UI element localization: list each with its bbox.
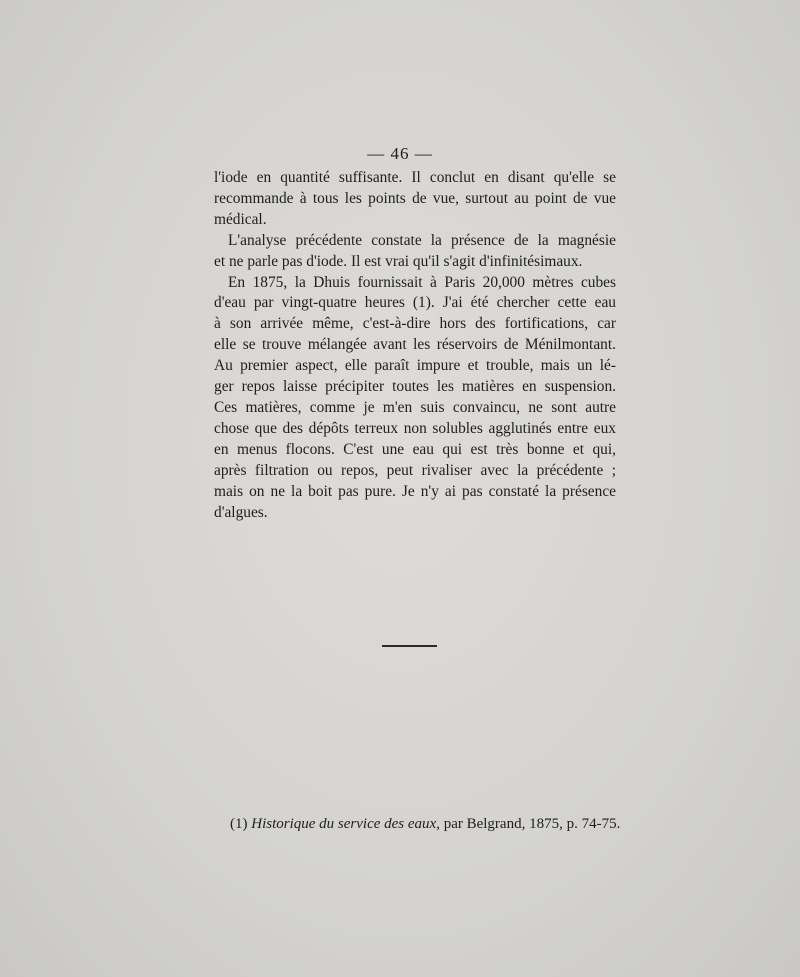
footnote-citation: par Belgrand, 1875, p. 74-75.	[443, 816, 621, 832]
text-line: elle se trouve mélangée avant les réservoirs de Ménilmontant.	[214, 336, 616, 354]
text-line: recommande à tous les points de vue, surtout au point de vue	[214, 189, 616, 207]
text-line: et ne parle pas d'iode. Il est vrai qu'il s'agit d'infinitésimaux.	[214, 252, 583, 270]
text-line: médical.	[214, 210, 267, 228]
footnote-title: Historique du service des eaux,	[251, 816, 440, 832]
text-line: L'analyse précédente constate la présence de la magnésie	[228, 231, 616, 249]
text-line: Au premier aspect, elle paraît impure et trouble, mais un lé-	[214, 357, 616, 375]
text-line: d'eau par vingt-quatre heures (1). J'ai été chercher cette eau	[214, 294, 616, 312]
text-line: chose que des dépôts terreux non solubles agglutinés entre eux	[214, 419, 616, 437]
text-line: En 1875, la Dhuis fournissait à Paris 20,000 mètres cubes	[228, 273, 616, 291]
text-line: d'algues.	[214, 503, 268, 521]
text-line: l'iode en quantité suffisante. Il conclut en disant qu'elle se	[214, 169, 616, 186]
text-line: après filtration ou repos, peut rivaliser avec la précédente ;	[214, 461, 616, 479]
footnote-marker: (1)	[230, 816, 248, 832]
footnote-separator	[382, 645, 437, 647]
footnote	[230, 816, 620, 833]
body-text	[214, 168, 616, 523]
text-line: Ces matières, comme je m'en suis convaincu, ne sont autre	[214, 398, 616, 416]
text-line: à son arrivée même, c'est-à-dire hors des fortifications, car	[214, 315, 616, 333]
text-line: en menus flocons. C'est une eau qui est très bonne et qui,	[214, 440, 616, 458]
page-number: — 46 —	[367, 144, 433, 163]
text-line: ger repos laisse précipiter toutes les matières en suspension.	[214, 378, 616, 396]
text-line: mais on ne la boit pas pure. Je n'y ai pas constaté la présence	[214, 482, 616, 500]
